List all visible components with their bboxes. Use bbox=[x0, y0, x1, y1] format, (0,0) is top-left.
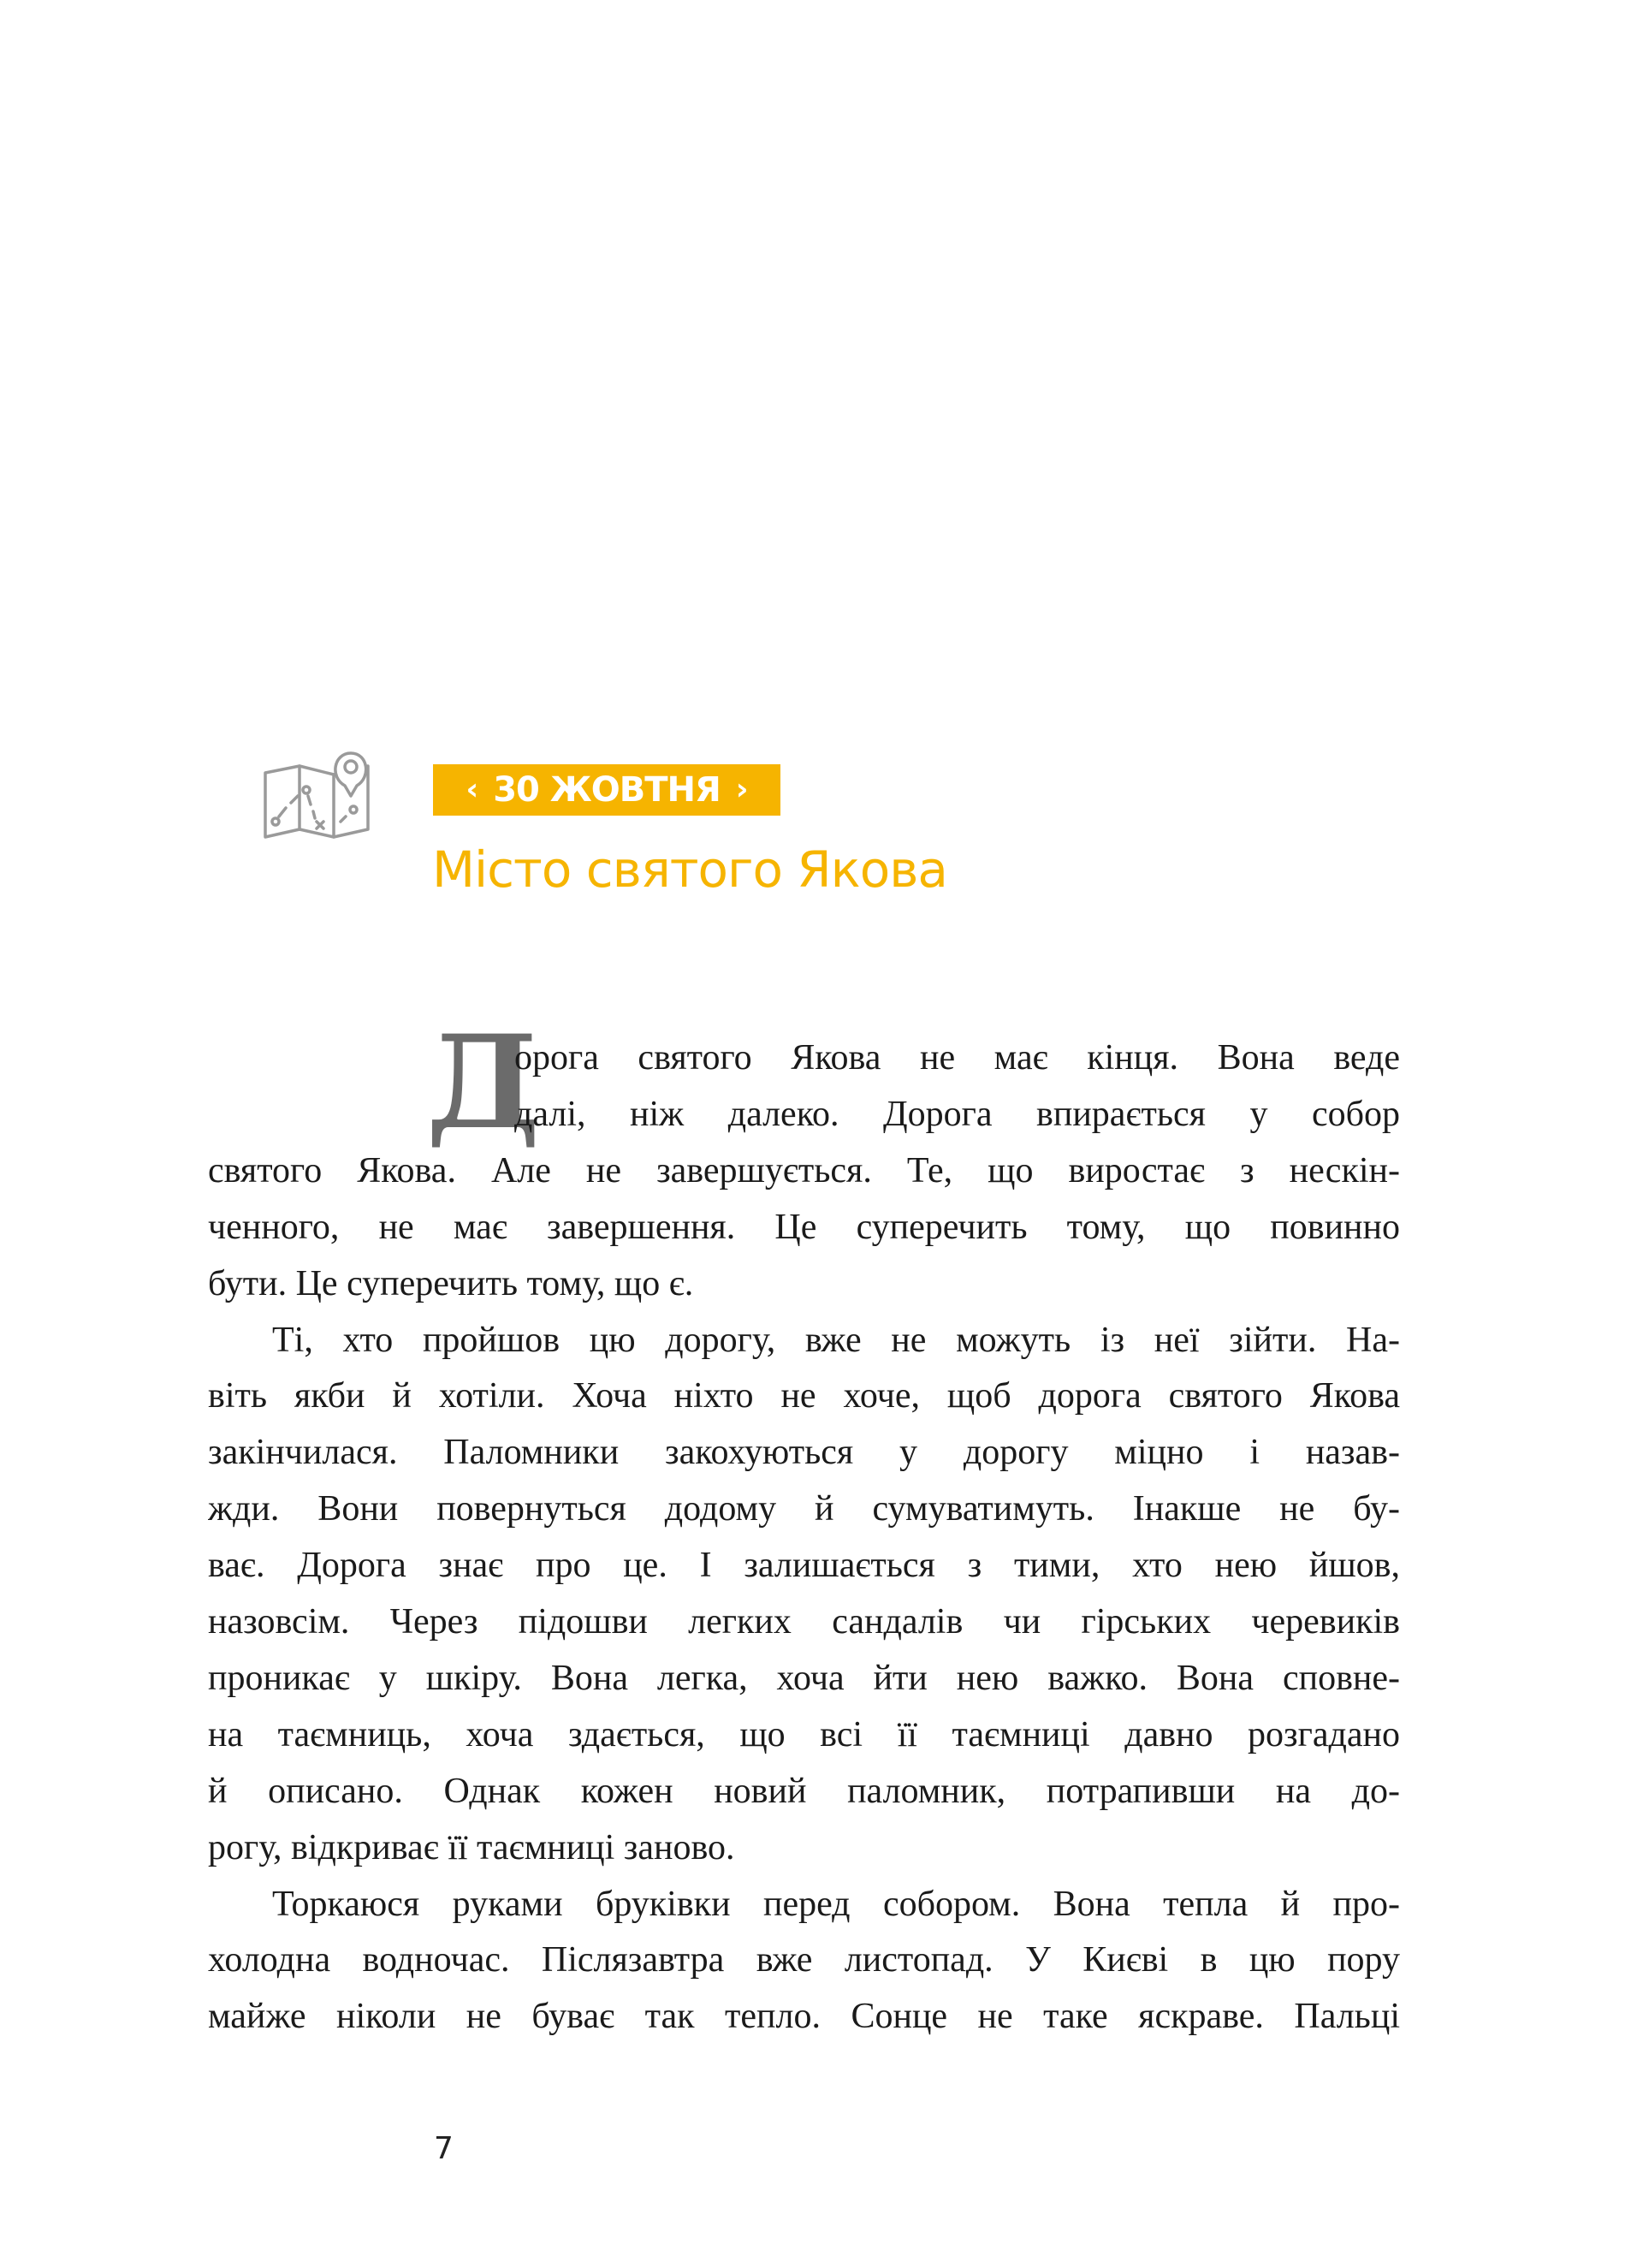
text-line: майже ніколи не буває так тепло. Сонце не таке яскраве. Пальці bbox=[208, 1997, 1400, 2037]
text-line: холодна водночас. Післязавтра вже листопад. У Києві в цю пору bbox=[208, 1940, 1400, 1980]
chapter-title: Місто святого Якова bbox=[432, 840, 947, 899]
text-line: закінчилася. Паломники закохуються у дорогу міцно і назав- bbox=[208, 1433, 1400, 1473]
map-pin-icon bbox=[257, 743, 381, 854]
chevron-right-icon[interactable]: › bbox=[735, 772, 748, 807]
text-line: віть якби й хотіли. Хоча ніхто не хоче, щоб дорога святого Якова bbox=[208, 1376, 1400, 1416]
text-line: бути. Це суперечить тому, що є. bbox=[208, 1263, 694, 1303]
text-line: орога святого Якова не має кінця. Вона веде bbox=[514, 1038, 1400, 1078]
text-line: назовсім. Через підошви легких сандалів чи гірських черевиків bbox=[208, 1602, 1400, 1642]
text-line: на таємниць, хоча здається, що всі її таємниці давно розгадано bbox=[208, 1714, 1400, 1754]
text-line: проникає у шкіру. Вона легка, хоча йти нею важко. Вона сповне- bbox=[208, 1658, 1400, 1698]
date-badge bbox=[433, 764, 780, 816]
text-line: Торкаюся руками бруківки перед собором. Вона тепла й про- bbox=[272, 1884, 1400, 1924]
date-label: 30 ЖОВТНЯ bbox=[493, 770, 721, 810]
drop-cap: Д bbox=[426, 1007, 541, 1158]
page-number: 7 bbox=[434, 2131, 454, 2166]
text-line: святого Якова. Але не завершується. Те, що виростає з нескін- bbox=[208, 1150, 1400, 1190]
text-line: далі, ніж далеко. Дорога впирається у собор bbox=[514, 1094, 1400, 1134]
text-line: ває. Дорога знає про це. І залишається з тими, хто нею йшов, bbox=[208, 1546, 1400, 1586]
text-line: жди. Вони повернуться додому й сумуватимуть. Інакше не бу- bbox=[208, 1489, 1400, 1529]
chevron-left-icon[interactable]: ‹ bbox=[466, 772, 478, 807]
text-line: й описано. Однак кожен новий паломник, потрапивши на до- bbox=[208, 1771, 1400, 1811]
text-line: рогу, відкриває її таємниці заново. bbox=[208, 1827, 735, 1867]
text-line: Ті, хто пройшов цю дорогу, вже не можуть із неї зійти. На- bbox=[272, 1320, 1400, 1360]
text-line: ченного, не має завершення. Це суперечить тому, що повинно bbox=[208, 1207, 1400, 1247]
